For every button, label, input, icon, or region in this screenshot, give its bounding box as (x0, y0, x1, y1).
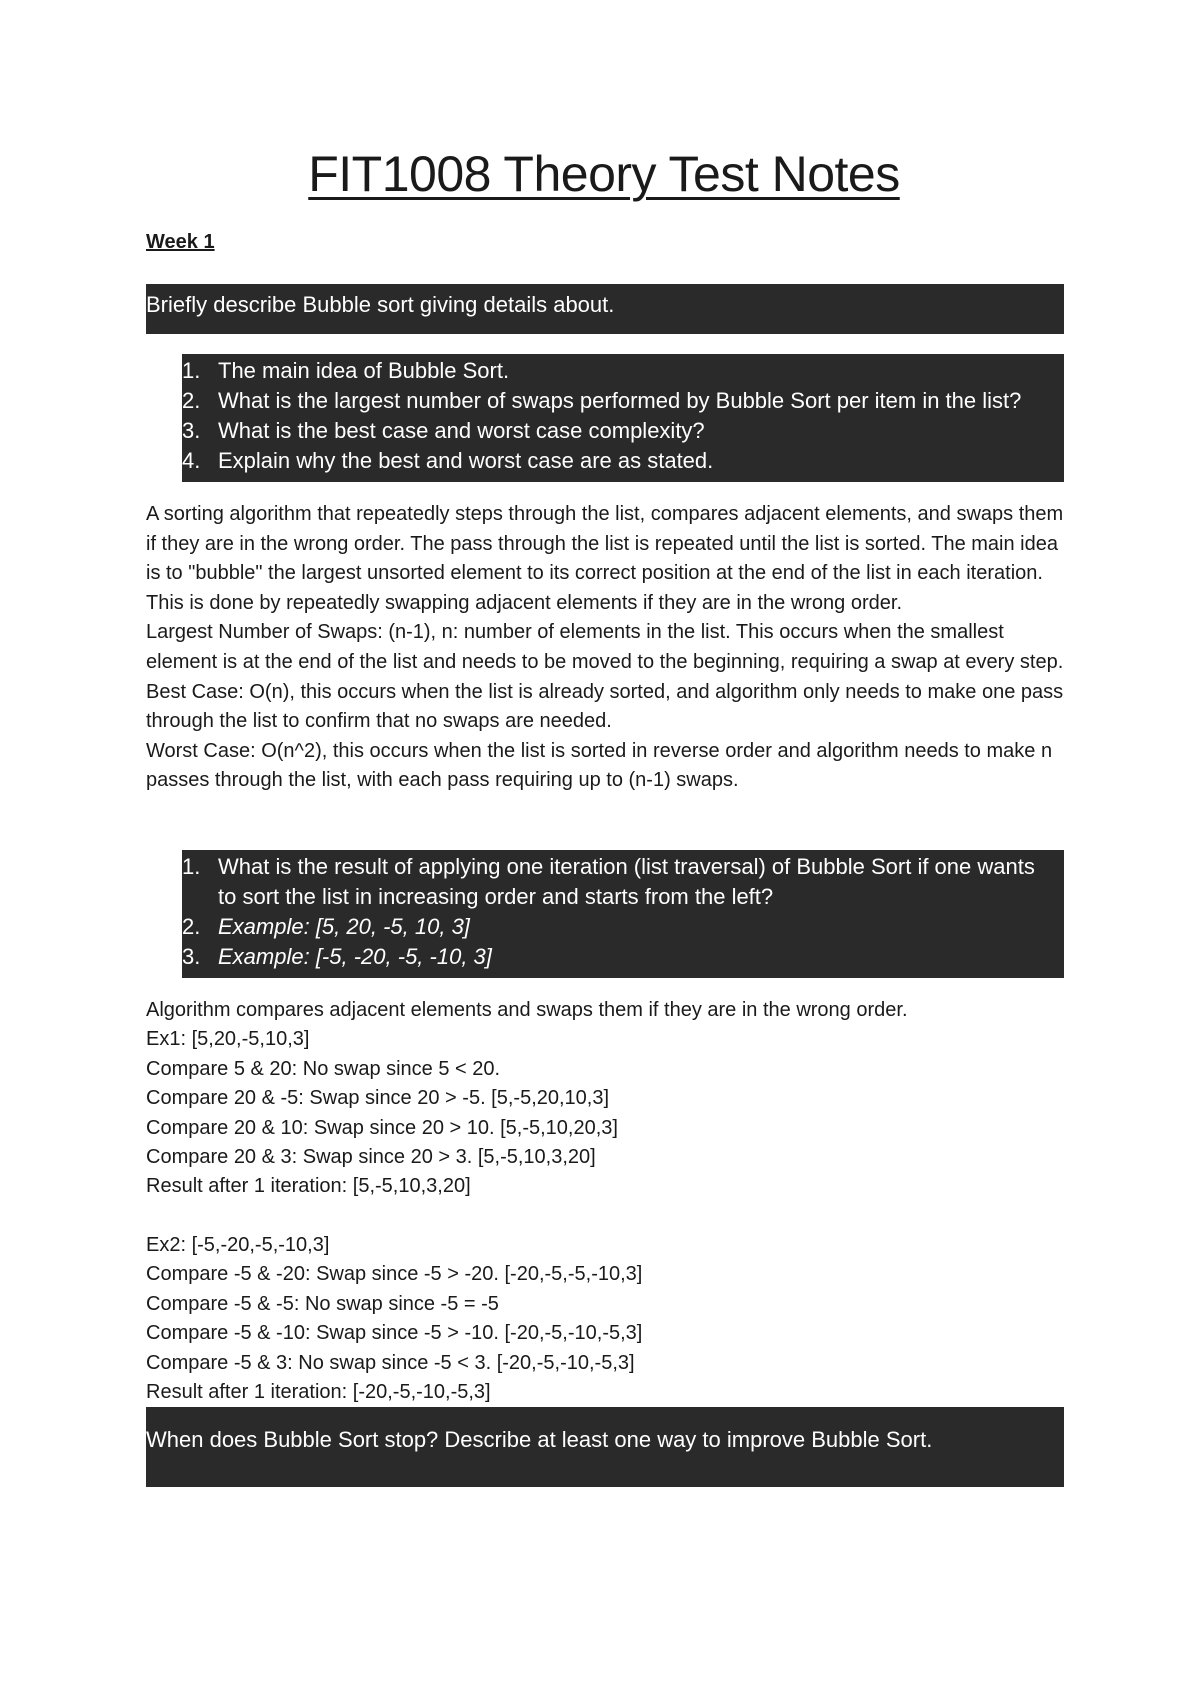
list-item-text: Example: [5, 20, -5, 10, 3] (218, 913, 470, 939)
list-item-number: 4. (182, 448, 201, 473)
answer1-paragraph: Largest Number of Swaps: (n-1), n: number of elements in the list. This occurs when the smallest element is at the end of the list and needs to be moved to the beginning, requiring a swap at every step. (146, 621, 1064, 673)
example1-line: Compare 20 & 3: Swap since 20 > 3. [5,-5,10,3,20] (146, 1145, 596, 1168)
document-title: FIT1008 Theory Test Notes (308, 146, 900, 202)
example2-line: Compare -5 & 3: No swap since -5 < 3. [-20,-5,-10,-5,3] (146, 1351, 635, 1374)
question1-prompt: Briefly describe Bubble sort giving details about. (146, 292, 615, 317)
list-item (182, 942, 1064, 972)
example2-line: Compare -5 & -10: Swap since -5 > -10. [-20,-5,-10,-5,3] (146, 1322, 643, 1345)
list-item-number: 2. (182, 388, 201, 413)
example2-line: Ex2: [-5,-20,-5,-10,3] (146, 1234, 330, 1257)
list-item-number: 3. (182, 943, 201, 969)
list-item-number: 1. (182, 358, 201, 383)
list-item (182, 446, 1064, 476)
list-item-text: Example: [-5, -20, -5, -10, 3] (218, 943, 492, 969)
answer2 (146, 996, 1064, 1407)
answer1-paragraph: A sorting algorithm that repeatedly steps through the list, compares adjacent elements, and swaps them if they are in the wrong order. The pass through the list is repeated until the list is sorted. The main idea is to "bubble" the largest unsorted element to its correct position at the end of the list in each iteration. This is done by repeatedly swapping adjacent elements if they are in the wrong order. (146, 503, 1064, 614)
example1-line: Compare 5 & 20: No swap since 5 < 20. (146, 1057, 501, 1080)
question2-list (182, 852, 1064, 972)
answer1-paragraph: Best Case: O(n), this occurs when the list is already sorted, and algorithm only needs to make one pass through the list to confirm that no swaps are needed. (146, 680, 1064, 733)
question3-prompt-box (146, 1407, 1064, 1487)
list-item-text: What is the best case and worst case complexity? (218, 418, 705, 443)
example1-line: Compare 20 & -5: Swap since 20 > -5. [5,-5,20,10,3] (146, 1087, 610, 1110)
answer1 (146, 500, 1064, 796)
answer1-paragraph: Worst Case: O(n^2), this occurs when the list is sorted in reverse order and algorithm needs to make n passes through the list, with each pass requiring up to (n-1) swaps. (146, 739, 1053, 792)
example1-line: Compare 20 & 10: Swap since 20 > 10. [5,-5,10,20,3] (146, 1116, 618, 1139)
question2-list-box (182, 850, 1064, 978)
question3-prompt: When does Bubble Sort stop? Describe at least one way to improve Bubble Sort. (146, 1427, 933, 1453)
example1-line: Result after 1 iteration: [5,-5,10,3,20] (146, 1175, 471, 1198)
list-item-number: 2. (182, 913, 201, 939)
list-item (182, 912, 1064, 942)
list-item-number: 1. (182, 853, 201, 879)
answer2-intro: Algorithm compares adjacent elements and swaps them if they are in the wrong order. (146, 998, 908, 1021)
list-item-text: Explain why the best and worst case are as stated. (218, 448, 714, 473)
list-item-text: What is the result of applying one iteration (list traversal) of Bubble Sort if one wants to sort the list in increasing order and starts from the left? (218, 853, 1035, 909)
list-item (182, 386, 1064, 416)
list-item-text: The main idea of Bubble Sort. (218, 358, 510, 383)
example2-line: Compare -5 & -5: No swap since -5 = -5 (146, 1292, 499, 1315)
list-item (182, 356, 1064, 386)
question1-list-box (182, 354, 1064, 482)
question1-list (182, 356, 1064, 476)
list-item-number: 3. (182, 418, 201, 443)
list-item (182, 852, 1064, 912)
list-item-text: What is the largest number of swaps performed by Bubble Sort per item in the list? (218, 388, 1022, 413)
week-heading: Week 1 (146, 231, 215, 253)
question1-prompt-box (146, 284, 1064, 334)
example2-line: Result after 1 iteration: [-20,-5,-10,-5,3] (146, 1381, 491, 1404)
example2-line: Compare -5 & -20: Swap since -5 > -20. [-20,-5,-5,-10,3] (146, 1263, 643, 1286)
example1-line: Ex1: [5,20,-5,10,3] (146, 1028, 310, 1051)
list-item (182, 416, 1064, 446)
